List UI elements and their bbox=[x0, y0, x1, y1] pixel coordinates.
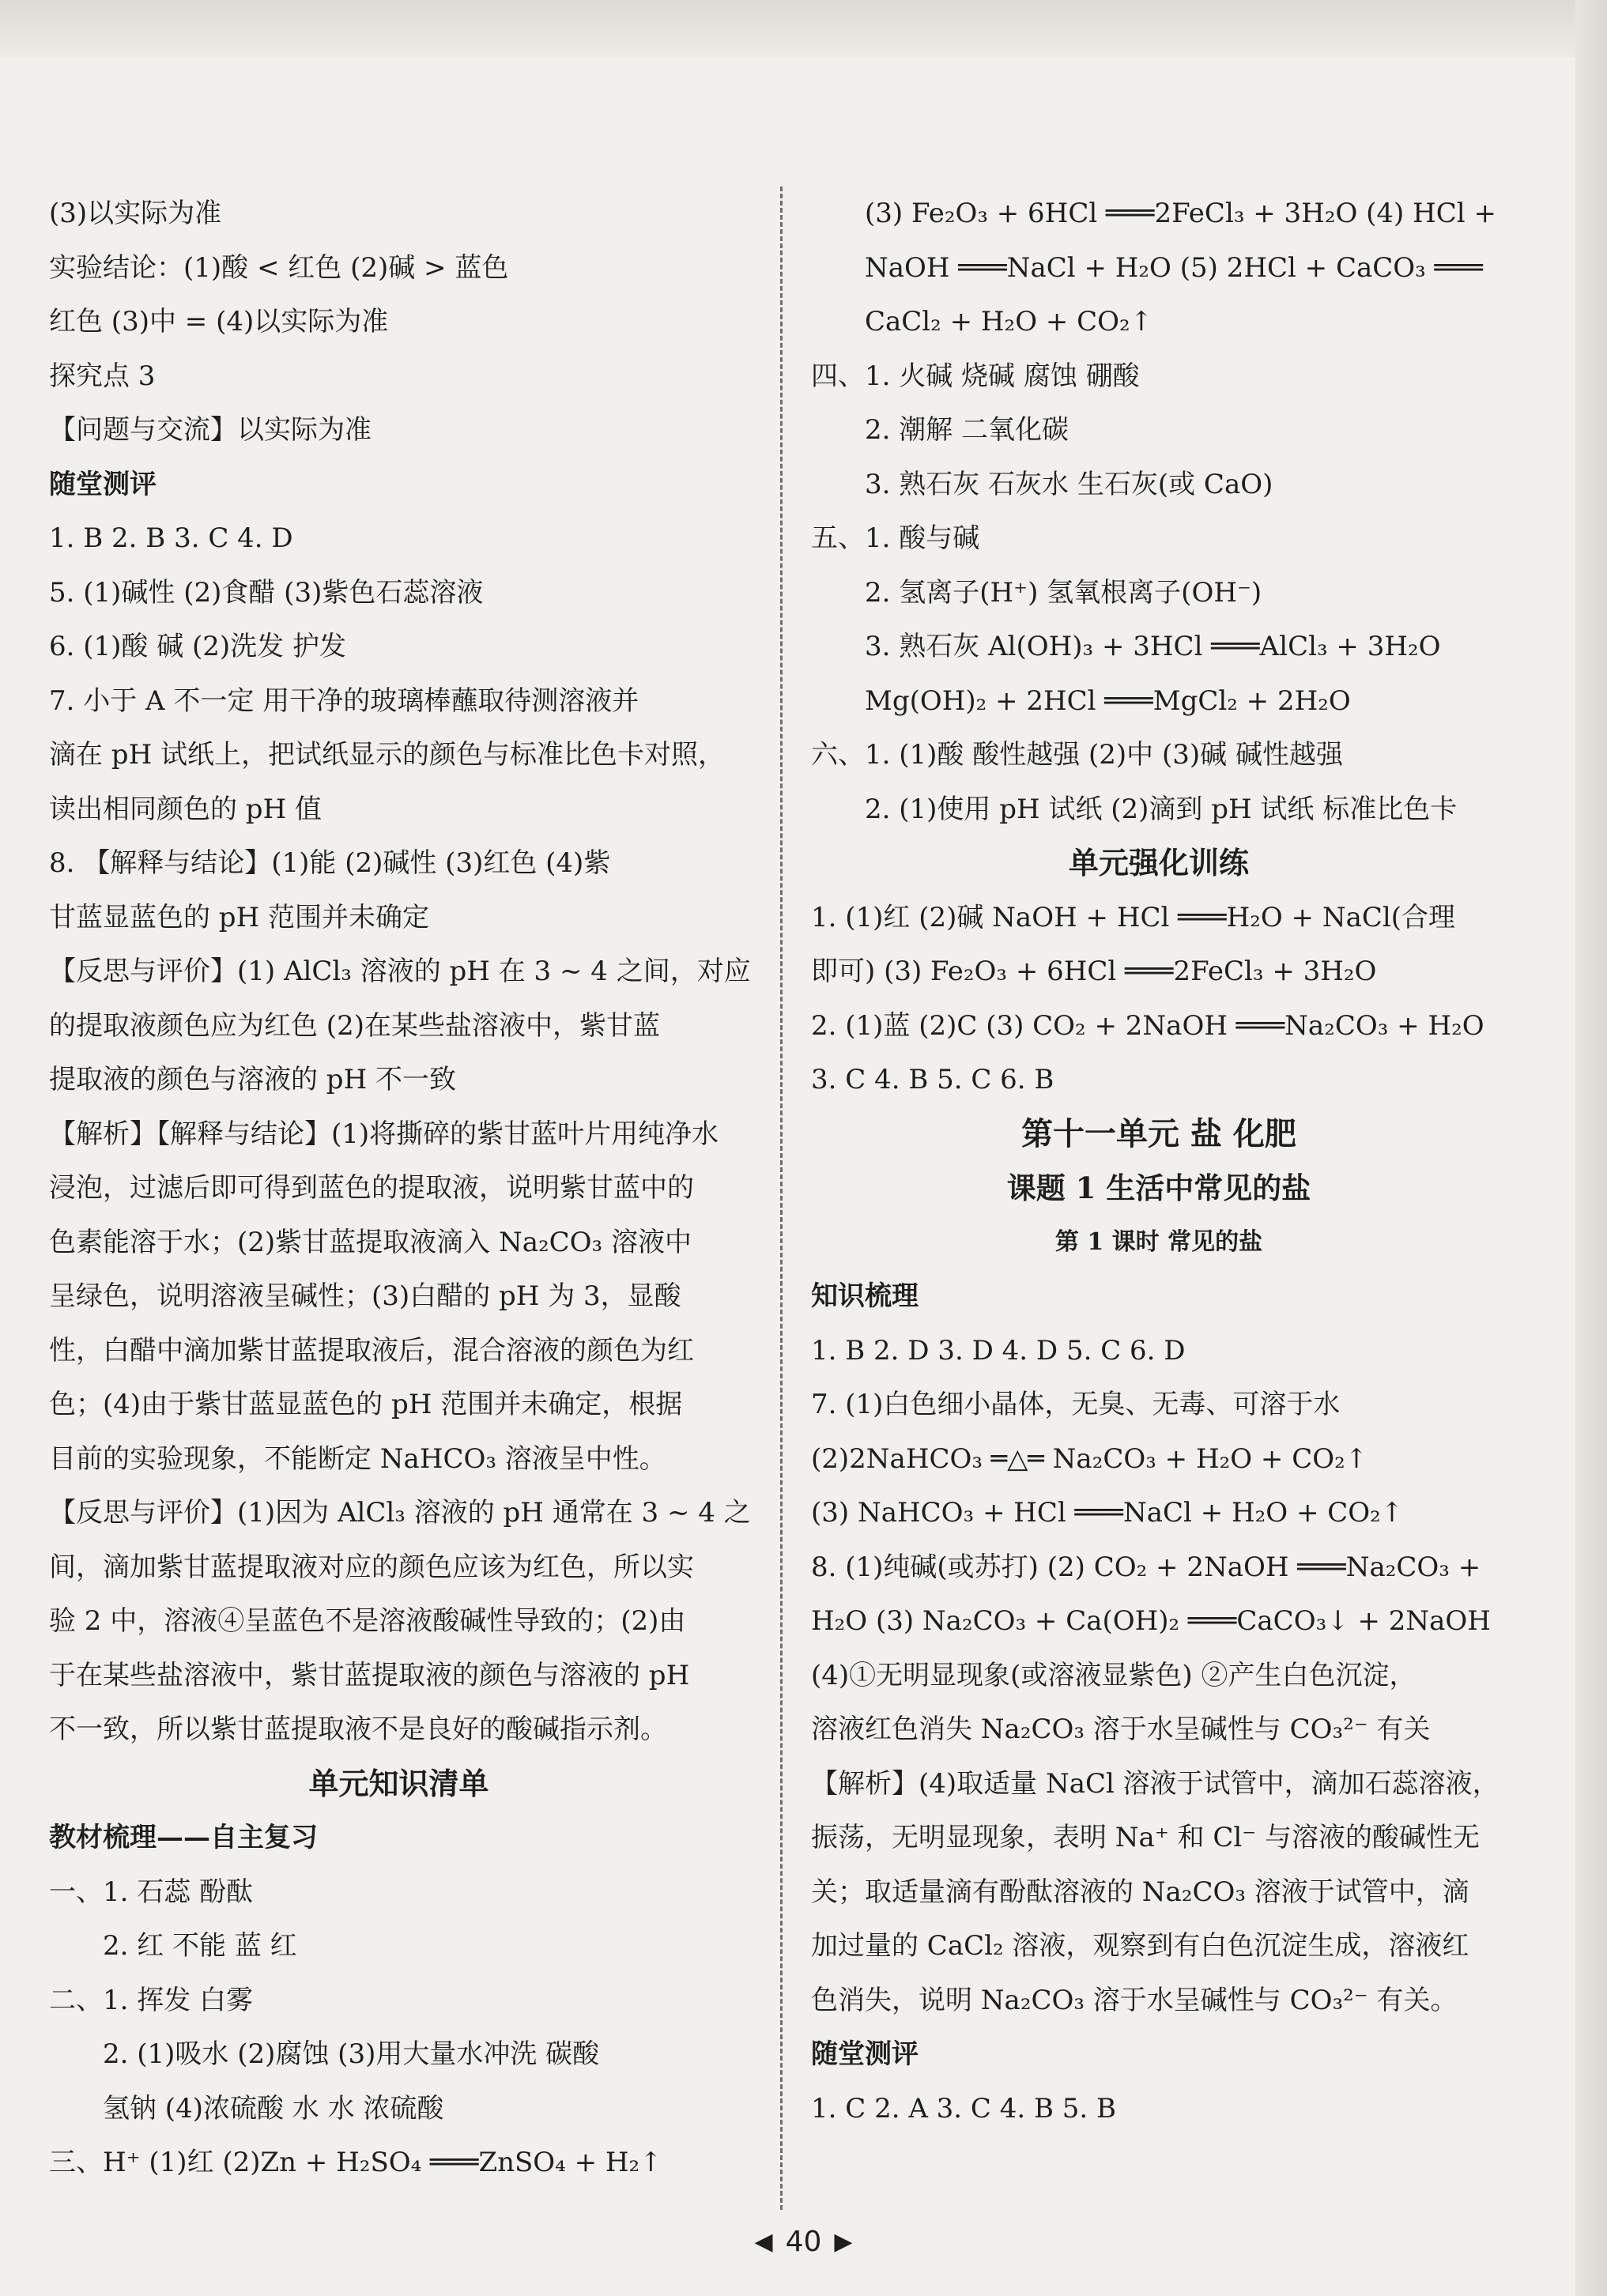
text-line: 第 1 课时 常见的盐 bbox=[1054, 1227, 1263, 1256]
text-line: Mg(OH)₂ + 2HCl ═══MgCl₂ + 2H₂O bbox=[865, 684, 1351, 717]
left-column bbox=[49, 187, 749, 2190]
text-line: 3. 熟石灰 Al(OH)₃ + 3HCl ═══AlCl₃ + 3H₂O bbox=[865, 631, 1441, 662]
text-line: 不一致，所以紫甘蓝提取液不是良好的酸碱指示剂。 bbox=[49, 1714, 667, 1745]
text-line: 实验结论：(1)酸 < 红色 (2)碱 > 蓝色 bbox=[49, 251, 509, 284]
text-line: 2. (1)蓝 (2)C (3) CO₂ + 2NaOH ═══Na₂CO₃ + H₂O bbox=[811, 1009, 1484, 1042]
text-line: 一、1. 石蕊 酚酞 bbox=[49, 1876, 254, 1908]
text-line: 第十一单元 盐 化肥 bbox=[1021, 1114, 1296, 1152]
text-line: 5. (1)碱性 (2)食醋 (3)紫色石蕊溶液 bbox=[49, 576, 484, 609]
text-line: 3. 熟石灰 石灰水 生石灰(或 CaO) bbox=[865, 468, 1273, 500]
text-line: NaOH ═══NaCl + H₂O (5) 2HCl + CaCO₃ ═══ bbox=[865, 251, 1483, 284]
text-line: H₂O (3) Na₂CO₃ + Ca(OH)₂ ═══CaCO₃↓ + 2NaOH bbox=[811, 1605, 1491, 1637]
text-line: 目前的实验现象，不能断定 NaHCO₃ 溶液呈中性。 bbox=[49, 1442, 666, 1475]
text-line: 溶液红色消失 Na₂CO₃ 溶于水呈碱性与 CO₃²⁻ 有关 bbox=[811, 1714, 1431, 1745]
text-line: 6. (1)酸 碱 (2)洗发 护发 bbox=[49, 631, 346, 662]
text-line: 提取液的颜色与溶液的 pH 不一致 bbox=[49, 1064, 457, 1095]
scan-top-shadow bbox=[0, 0, 1607, 57]
text-line: 2. (1)吸水 (2)腐蚀 (3)用大量水冲洗 碳酸 bbox=[103, 2038, 600, 2070]
text-line: 关；取适量滴有酚酞溶液的 Na₂CO₃ 溶液于试管中，滴 bbox=[811, 1876, 1469, 1908]
text-line: (2)2NaHCO₃ ═△═ Na₂CO₃ + H₂O + CO₂↑ bbox=[811, 1442, 1368, 1475]
text-line: 浸泡，过滤后即可得到蓝色的提取液，说明紫甘蓝中的 bbox=[49, 1172, 694, 1204]
text-line: 知识梳理 bbox=[811, 1280, 919, 1312]
text-line: 1. (1)红 (2)碱 NaOH + HCl ═══H₂O + NaCl(合理 bbox=[811, 901, 1456, 933]
text-line: 课题 1 生活中常见的盐 bbox=[1006, 1171, 1311, 1205]
text-line: 呈绿色，说明溶液呈碱性；(3)白醋的 pH 为 3，显酸 bbox=[49, 1280, 681, 1312]
text-line: 色消失，说明 Na₂CO₃ 溶于水呈碱性与 CO₃²⁻ 有关。 bbox=[811, 1984, 1458, 2016]
text-line: 读出相同颜色的 pH 值 bbox=[49, 793, 323, 825]
text-line: 五、1. 酸与碱 bbox=[811, 522, 980, 554]
text-line: 2. (1)使用 pH 试纸 (2)滴到 pH 试纸 标准比色卡 bbox=[865, 793, 1458, 825]
text-line: 三、H⁺ (1)红 (2)Zn + H₂SO₄ ═══ZnSO₄ + H₂↑ bbox=[49, 2147, 662, 2178]
text-line: 红色 (3)中 = (4)以实际为准 bbox=[49, 306, 389, 337]
text-line: 【解析】【解释与结论】(1)将撕碎的紫甘蓝叶片用纯净水 bbox=[49, 1118, 719, 1150]
column-divider bbox=[780, 187, 783, 2210]
text-line: 单元强化训练 bbox=[1068, 845, 1249, 880]
next-page-arrow-icon[interactable]: ▶ bbox=[834, 2228, 853, 2256]
text-line: 的提取液颜色应为红色 (2)在某些盐溶液中，紫甘蓝 bbox=[49, 1009, 660, 1042]
text-line: 【解析】(4)取适量 NaCl 溶液于试管中，滴加石蕊溶液， bbox=[811, 1767, 1499, 1800]
text-line: 1. C 2. A 3. C 4. B 5. B bbox=[811, 2092, 1117, 2124]
page-number: 40 bbox=[785, 2226, 822, 2258]
text-line: 7. (1)白色细小晶体，无臭、无毒、可溶于水 bbox=[811, 1389, 1341, 1420]
text-line: 滴在 pH 试纸上，把试纸显示的颜色与标准比色卡对照， bbox=[49, 739, 726, 771]
text-line: (3) NaHCO₃ + HCl ═══NaCl + H₂O + CO₂↑ bbox=[811, 1497, 1404, 1529]
text-line: 【问题与交流】以实际为准 bbox=[49, 414, 372, 446]
text-line: 色素能溶于水；(2)紫甘蓝提取液滴入 Na₂CO₃ 溶液中 bbox=[49, 1226, 692, 1258]
text-line: 验 2 中，溶液④呈蓝色不是溶液酸碱性导致的；(2)由 bbox=[49, 1605, 686, 1637]
text-line: 8. 【解释与结论】(1)能 (2)碱性 (3)红色 (4)紫 bbox=[49, 847, 611, 879]
text-line: 随堂测评 bbox=[811, 2038, 919, 2070]
text-line: 7. 小于 A 不一定 用干净的玻璃棒蘸取待测溶液并 bbox=[49, 684, 639, 717]
text-line: 甘蓝显蓝色的 pH 范围并未确定 bbox=[49, 901, 430, 933]
text-line: 于在某些盐溶液中，紫甘蓝提取液的颜色与溶液的 pH bbox=[49, 1659, 690, 1691]
page-footer bbox=[711, 2226, 896, 2258]
text-line: CaCl₂ + H₂O + CO₂↑ bbox=[865, 306, 1153, 337]
scan-right-edge bbox=[1575, 0, 1607, 2296]
text-line: 四、1. 火碱 烧碱 腐蚀 硼酸 bbox=[811, 360, 1140, 392]
text-line: 1. B 2. B 3. C 4. D bbox=[49, 522, 293, 554]
text-line: 1. B 2. D 3. D 4. D 5. C 6. D bbox=[811, 1334, 1186, 1367]
text-line: 探究点 3 bbox=[49, 360, 156, 392]
text-line: 8. (1)纯碱(或苏打) (2) CO₂ + 2NaOH ═══Na₂CO₃ + bbox=[811, 1551, 1481, 1583]
text-line: 单元知识清单 bbox=[308, 1765, 489, 1801]
text-line: 氢钠 (4)浓硫酸 水 水 浓硫酸 bbox=[103, 2092, 444, 2124]
text-line: 色；(4)由于紫甘蓝显蓝色的 pH 范围并未确定，根据 bbox=[49, 1389, 683, 1420]
text-line: 2. 红 不能 蓝 红 bbox=[103, 1930, 297, 1962]
text-line: (3)以实际为准 bbox=[49, 198, 222, 229]
text-line: 【反思与评价】(1)因为 AlCl₃ 溶液的 pH 通常在 3 ~ 4 之 bbox=[49, 1497, 751, 1529]
text-line: 教材梳理——自主复习 bbox=[49, 1822, 318, 1853]
text-line: 二、1. 挥发 白雾 bbox=[49, 1984, 254, 2016]
text-line: 2. 潮解 二氧化碳 bbox=[865, 414, 1069, 446]
text-line: 2. 氢离子(H⁺) 氢氧根离子(OH⁻) bbox=[865, 576, 1262, 609]
prev-page-arrow-icon[interactable]: ◀ bbox=[754, 2228, 773, 2256]
text-line: 性，白醋中滴加紫甘蓝提取液后，混合溶液的颜色为红 bbox=[49, 1334, 694, 1367]
text-line: 间，滴加紫甘蓝提取液对应的颜色应该为红色，所以实 bbox=[49, 1551, 694, 1583]
text-line: 振荡，无明显现象，表明 Na⁺ 和 Cl⁻ 与溶液的酸碱性无 bbox=[811, 1822, 1481, 1853]
text-line: 随堂测评 bbox=[49, 468, 157, 500]
text-line: 即可) (3) Fe₂O₃ + 6HCl ═══2FeCl₃ + 3H₂O bbox=[811, 956, 1377, 987]
right-column bbox=[811, 187, 1507, 2136]
text-line: 3. C 4. B 5. C 6. B bbox=[811, 1064, 1054, 1095]
text-line: (3) Fe₂O₃ + 6HCl ═══2FeCl₃ + 3H₂O (4) HCl + bbox=[865, 198, 1496, 229]
text-line: (4)①无明显现象(或溶液显紫色) ②产生白色沉淀， bbox=[811, 1659, 1416, 1691]
text-line: 六、1. (1)酸 酸性越强 (2)中 (3)碱 碱性越强 bbox=[811, 739, 1343, 771]
text-line: 【反思与评价】(1) AlCl₃ 溶液的 pH 在 3 ~ 4 之间，对应 bbox=[49, 956, 751, 987]
text-line: 加过量的 CaCl₂ 溶液，观察到有白色沉淀生成，溶液红 bbox=[811, 1930, 1469, 1962]
